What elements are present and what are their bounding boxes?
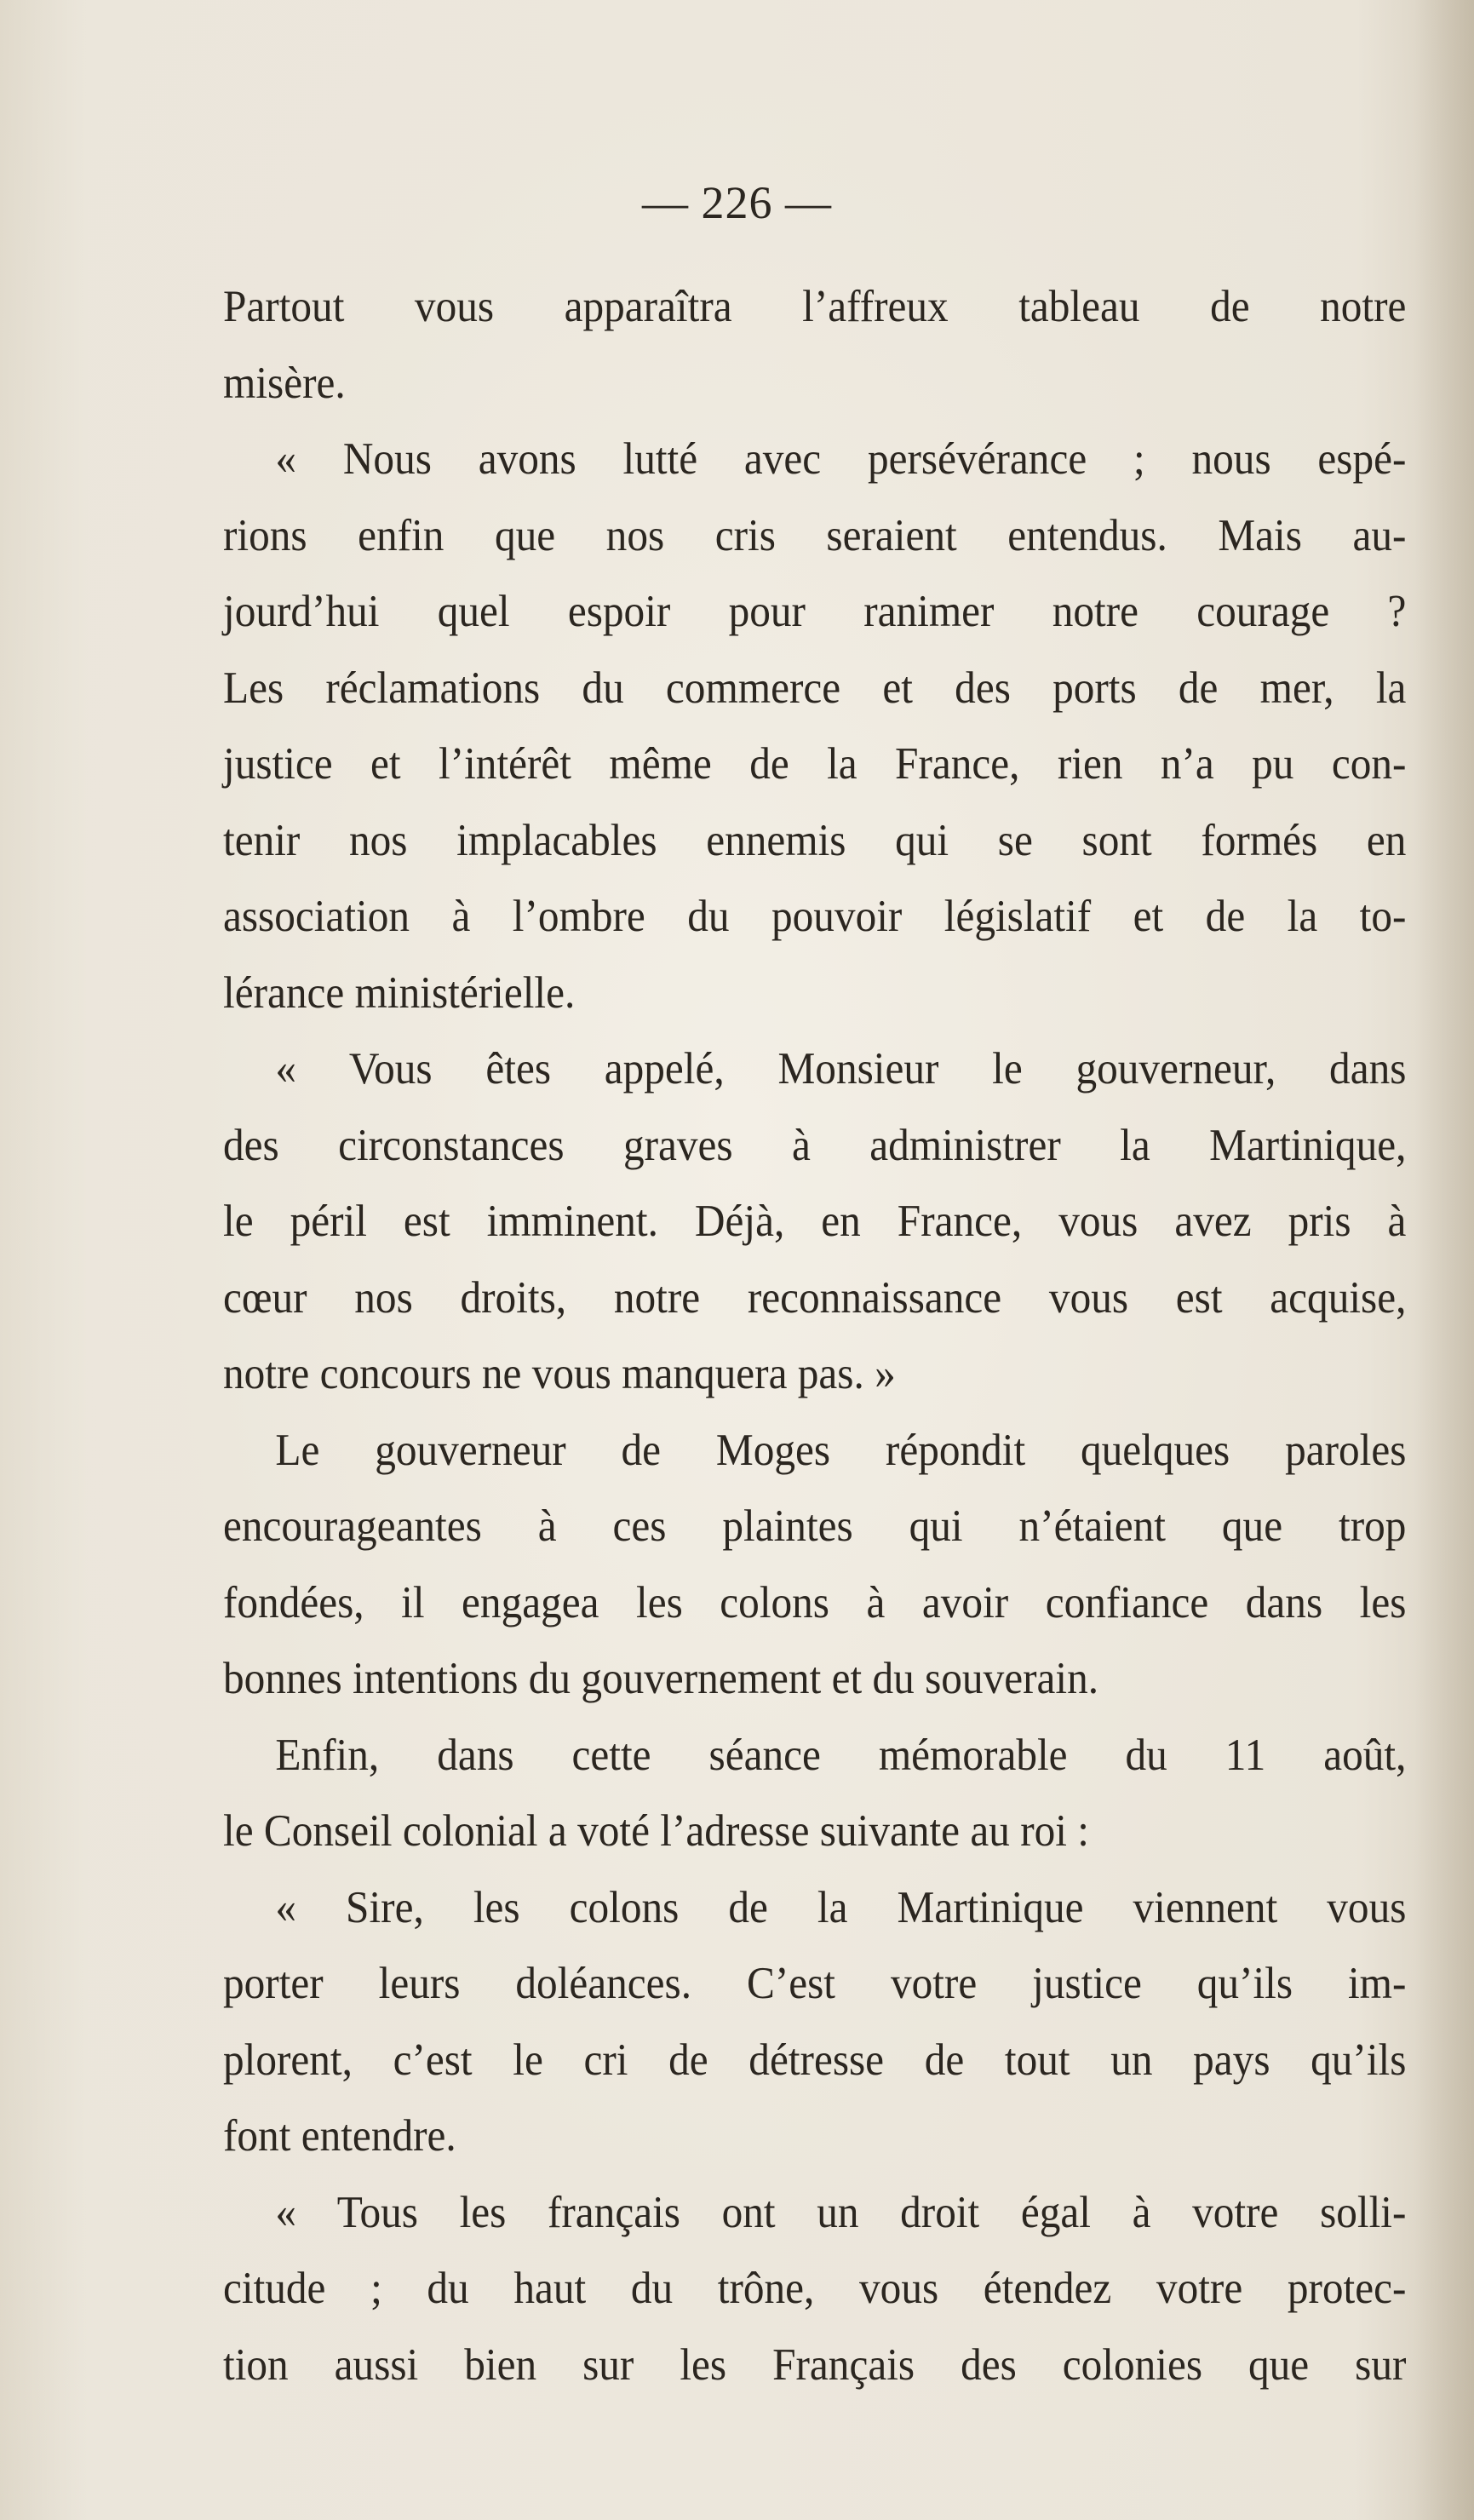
text-line: association à l’ombre du pouvoir législatif et de la to-: [223, 892, 1407, 941]
text-line: rions enfin que nos cris seraient entendus. Mais au-: [223, 510, 1407, 560]
body-text: [223, 269, 1406, 2403]
page-number: — 226 —: [642, 177, 832, 228]
text-line: porter leurs doléances. C’est votre justice qu’ils im-: [223, 1959, 1407, 2008]
text-line: Les réclamations du commerce et des ports de mer, la: [223, 663, 1407, 713]
text-line: bonnes intentions du gouvernement et du souverain.: [223, 1654, 1099, 1703]
text-line: « Sire, les colons de la Martinique viennent vous: [275, 1882, 1407, 1932]
text-line: lérance ministérielle.: [223, 967, 576, 1018]
text-line: « Vous êtes appelé, Monsieur le gouverneur, dans: [275, 1044, 1407, 1094]
text-line: le Conseil colonial a voté l’adresse suivante au roi :: [223, 1806, 1089, 1856]
page-edge-shadow: [1414, 0, 1474, 2520]
text-line: tenir nos implacables ennemis qui se sont formés en: [223, 815, 1407, 865]
text-line: des circonstances graves à administrer la Martinique,: [223, 1120, 1407, 1170]
text-line: plorent, c’est le cri de détresse de tout un pays qu’ils: [223, 2035, 1407, 2085]
text-line: Le gouverneur de Moges répondit quelques paroles: [275, 1425, 1407, 1475]
text-line: encourageantes à ces plaintes qui n’étaient que trop: [223, 1501, 1407, 1551]
text-line: « Nous avons lutté avec persévérance ; nous espé-: [275, 434, 1407, 484]
text-line: le péril est imminent. Déjà, en France, vous avez pris à: [223, 1197, 1407, 1246]
text-line: citude ; du haut du trône, vous étendez votre protec-: [223, 2264, 1407, 2313]
text-line: notre concours ne vous manquera pas. »: [223, 1349, 896, 1398]
text-line: misère.: [223, 358, 346, 408]
text-line: Partout vous apparaîtra l’affreux tableau de notre: [223, 282, 1407, 331]
text-line: cœur nos droits, notre reconnaissance vous est acquise,: [223, 1272, 1407, 1323]
text-line: « Tous les français ont un droit égal à votre solli-: [275, 2187, 1407, 2237]
text-line: Enfin, dans cette séance mémorable du 11 août,: [275, 1730, 1407, 1780]
text-line: justice et l’intérêt même de la France, rien n’a pu con-: [223, 739, 1407, 789]
text-line: fondées, il engagea les colons à avoir confiance dans les: [223, 1577, 1407, 1627]
text-line: tion aussi bien sur les Français des colonies que sur: [223, 2339, 1407, 2390]
text-line: jourd’hui quel espoir pour ranimer notre courage ?: [223, 587, 1407, 636]
text-line: font entendre.: [223, 2111, 456, 2161]
